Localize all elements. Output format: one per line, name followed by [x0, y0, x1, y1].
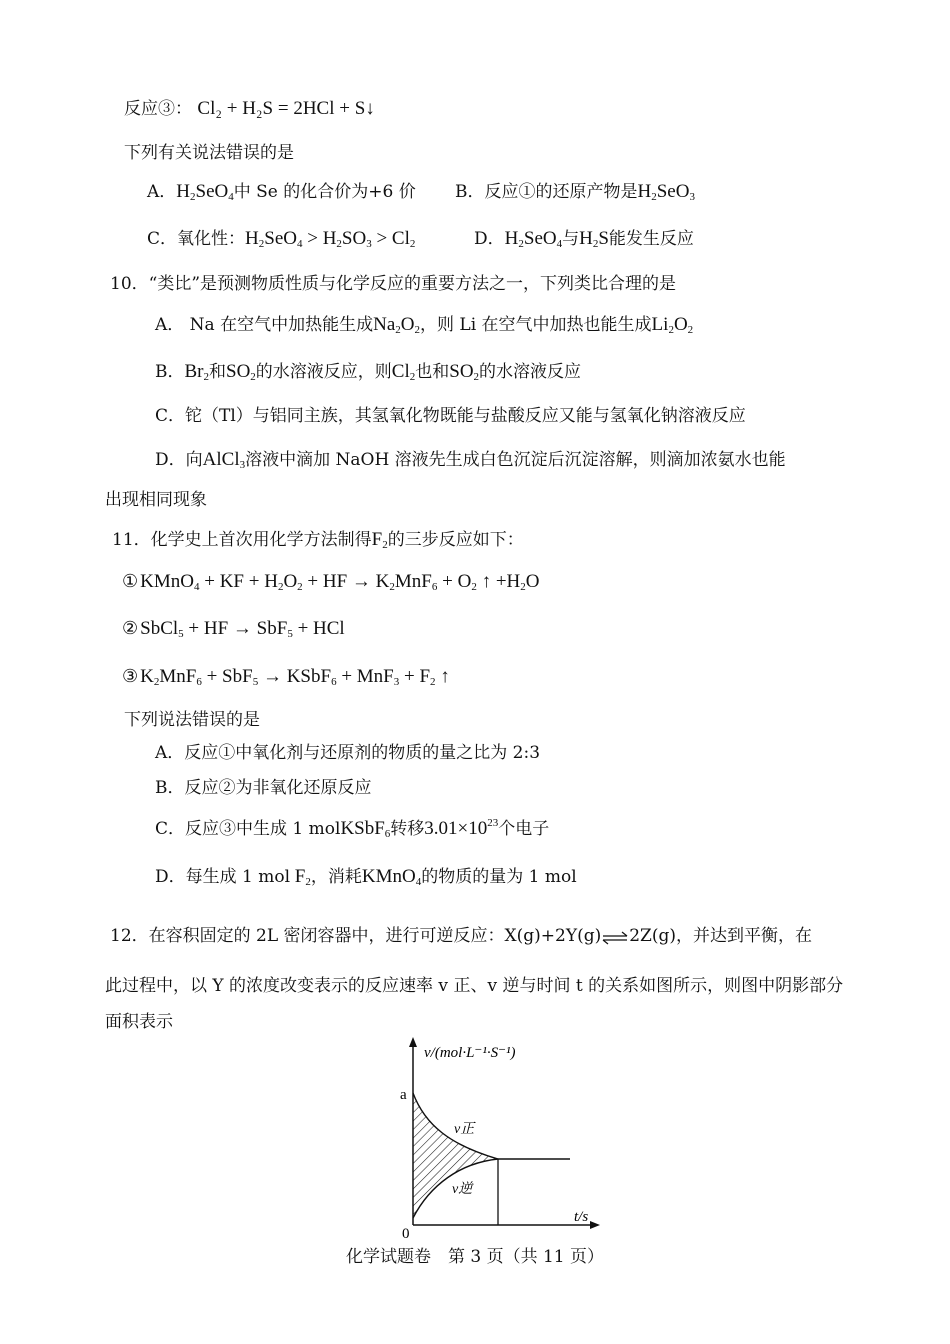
- q11-d-f2: F2: [290, 866, 311, 888]
- label-a: a: [400, 1087, 407, 1103]
- q11-reaction1: [122, 571, 539, 594]
- q11-r1-num: ①: [122, 571, 139, 592]
- q9-c-formula: H2SeO4 > H2SO3 > Cl2: [245, 228, 416, 250]
- q11-stem: [112, 529, 524, 552]
- q10-b-so2-2: SO2: [449, 361, 480, 383]
- q11-r3-num: ③: [122, 666, 139, 687]
- q11-c-ksbf6: KSbF6: [340, 818, 391, 840]
- q9-option-c: [147, 228, 415, 251]
- q9-a-text: 中 Se 的化合价为+6 价: [233, 182, 416, 202]
- q9-option-a: [147, 181, 416, 204]
- page-footer: 化学试题卷 第 3 页（共 11 页）: [345, 1247, 605, 1267]
- q10-a-text1: A． Na 在空气中加热能生成: [155, 315, 374, 335]
- q10-b-and: 和: [209, 362, 226, 382]
- q11-option-b: B．反应②为非氧化还原反应: [155, 778, 372, 798]
- q10-b-text2: 也和: [415, 362, 450, 382]
- q10-option-b: [155, 361, 581, 384]
- q9-d-formula2: H2S: [579, 228, 609, 250]
- q11-reaction3: [122, 666, 450, 689]
- q10-d-text: 溶液中滴加 NaOH 溶液先生成白色沉淀后沉淀溶解，则滴加浓氨水也能: [245, 450, 786, 470]
- q11-d-kmno4: KMnO4: [361, 866, 422, 888]
- q9-option-d: [474, 228, 694, 251]
- q10-b-text1: 的水溶液反应，则: [255, 362, 392, 382]
- q10-option-d-cont: 出现相同现象: [105, 490, 207, 510]
- q10-b-prefix: B．: [155, 362, 185, 382]
- q9-reaction3-equation: Cl₂ + H₂S = 2HCl + S↓: [197, 98, 375, 119]
- q9-d-prefix: D．: [474, 229, 505, 249]
- q9-option-b: [455, 181, 695, 204]
- q10-b-text3: 的水溶液反应: [479, 362, 582, 382]
- q9-a-prefix: A．: [147, 182, 177, 202]
- q9-b-formula: H2SeO3: [637, 181, 695, 203]
- q10-a-formula2: Li2O2: [651, 314, 694, 336]
- q11-r3-equation: K2MnF6 + SbF5 → KSbF6 + MnF3 + F2 ↑: [140, 666, 450, 688]
- origin-label: 0: [402, 1226, 410, 1242]
- q12-line3: 面积表示: [105, 1012, 173, 1032]
- q11-d-text1: D．每生成 1 mol: [155, 867, 291, 887]
- q9-a-formula: H2SeO4: [176, 181, 234, 203]
- equilibrium-arrow-icon: [601, 930, 629, 944]
- q10-d-prefix: D．向: [155, 450, 203, 470]
- q11-reaction2: [122, 618, 345, 641]
- q10-b-br2: Br2: [184, 361, 209, 383]
- q11-r2-equation: SbCl5 + HF → SbF5 + HCl: [140, 618, 345, 640]
- q10-b-so2: SO2: [226, 361, 256, 383]
- q11-c-text2: 转移: [390, 819, 425, 839]
- q9-d-text: 能发生反应: [608, 229, 694, 249]
- y-axis-label: v/(mol·L⁻¹·S⁻¹): [424, 1045, 516, 1061]
- v-reverse-label: v逆: [452, 1182, 473, 1197]
- q11-f2: F2: [371, 529, 388, 551]
- q11-d-text2: ，消耗: [310, 867, 362, 887]
- x-axis-arrow-icon: [590, 1221, 600, 1229]
- q11-r1-equation: KMnO4 + KF + H2O2 + HF → K2MnF6 + O2 ↑ +H2O: [140, 571, 540, 593]
- q12-line1-text1: 12．在容积固定的 2L 密闭容器中，进行可逆反应：X(g)+2Y(g): [110, 926, 602, 946]
- q12-line1-text2: 2Z(g)，并达到平衡，在: [629, 926, 813, 946]
- q10-stem: 10．“类比”是预测物质性质与化学反应的重要方法之一，下列类比合理的是: [110, 274, 677, 294]
- q9-stem: 下列有关说法错误的是: [124, 143, 294, 163]
- q9-d-mid: 与: [562, 229, 580, 249]
- q11-option-a: A．反应①中氧化剂与还原剂的物质的量之比为 2:3: [155, 743, 541, 763]
- q11-d-text3: 的物质的量为 1 mol: [421, 867, 577, 887]
- x-axis-label: t/s: [574, 1209, 589, 1225]
- q9-reaction3-label: 反应③：: [124, 99, 192, 119]
- q9-c-text: C．氧化性：: [147, 229, 246, 249]
- q11-option-c: [155, 817, 549, 841]
- q11-option-d: [155, 866, 577, 889]
- q11-c-text1: C．反应③中生成 1 mol: [155, 819, 341, 839]
- q11-c-text3: 个电子: [498, 819, 550, 839]
- v-forward-label: v正: [454, 1122, 475, 1137]
- q12-line1: [110, 926, 812, 946]
- q10-b-cl2: Cl2: [391, 361, 416, 383]
- q9-d-formula1: H2SeO4: [504, 228, 563, 250]
- q11-c-number: $3.01\times 10^{23}$: [424, 817, 499, 839]
- q10-d-formula: AlCl3: [202, 449, 246, 471]
- q10-option-a: [155, 314, 693, 337]
- rate-time-diagram: [380, 1035, 610, 1245]
- q10-a-formula1: Na2O2: [373, 314, 420, 336]
- q12-line2: 此过程中，以 Y 的浓度改变表示的反应速率 v 正、v 逆与时间 t 的关系如图所示，则图中阴影部分: [105, 976, 844, 996]
- q10-option-d: [155, 449, 786, 472]
- q11-r2-num: ②: [122, 618, 139, 639]
- q9-b-text: B．反应①的还原产物是: [455, 182, 638, 202]
- q11-stem-text1: 11．化学史上首次用化学方法制得: [112, 530, 372, 550]
- q11-stem2: 下列说法错误的是: [124, 710, 260, 730]
- q10-option-c: C．铊（Tl）与铝同主族，其氢氧化物既能与盐酸反应又能与氢氧化钠溶液反应: [155, 406, 746, 426]
- y-axis-arrow-icon: [409, 1037, 417, 1047]
- q11-stem-text2: 的三步反应如下：: [387, 530, 524, 550]
- q9-reaction3: [124, 98, 375, 121]
- q10-a-text2: ，则 Li 在空气中加热也能生成: [420, 315, 652, 335]
